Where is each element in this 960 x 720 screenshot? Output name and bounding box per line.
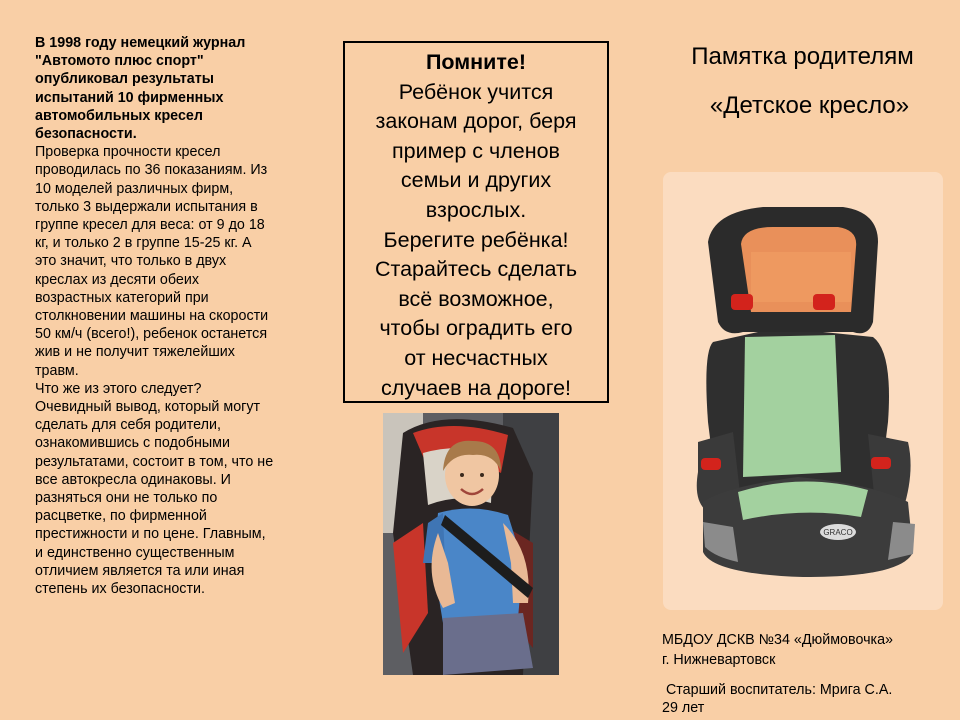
- remember-line: законам дорог, беря: [375, 109, 577, 134]
- page-subtitle: «Детское кресло»: [709, 92, 910, 119]
- page-title: Памятка родителям: [691, 43, 914, 70]
- remember-line: чтобы оградить его: [379, 316, 573, 341]
- remember-line: семьи и других: [400, 168, 552, 193]
- remember-line: от несчастных: [404, 345, 548, 370]
- article-text: [35, 34, 275, 598]
- organization-name: МБДОУ ДСКВ №34 «Дюймовочка»: [662, 632, 894, 648]
- article-paragraph-2: Что же из этого следует? Очевидный вывод, который могут сделать для себя родители, ознакомившись с подобными результатами, состоит в том, что не все автокресла одинаковы. И разняться они не только по расцветке, по фирменной престижности и по цене. Главным, и единственно существенным отличием является та или иная степень их безопасности.: [35, 380, 274, 598]
- remember-line: Берегите ребёнка!: [383, 227, 569, 252]
- remember-line: всё возможное,: [398, 286, 554, 311]
- child-photo-illustration: [383, 413, 559, 675]
- remember-line: пример с членов: [392, 138, 560, 163]
- seat-brand-label: GRACO: [823, 528, 853, 537]
- car-seat-photo: [663, 172, 943, 610]
- experience-line: 29 лет: [662, 700, 705, 716]
- remember-line: Старайтесь сделать: [374, 257, 578, 282]
- child-in-car-seat-photo: [383, 413, 559, 675]
- remember-line: Ребёнок учится: [398, 79, 554, 104]
- author-line: Старший воспитатель: Мрига С.А.: [662, 682, 893, 698]
- car-seat-illustration: [663, 172, 943, 610]
- remember-box: [343, 41, 609, 403]
- remember-title: Помните!: [425, 50, 527, 74]
- article-paragraph-1: Проверка прочности кресел проводилась по 36 показаниям. Из 10 моделей различных фирм, только 3 выдержали испытания в группе кресел для веса: от 9 до 18 кг, и только 2 в группе 15-25 кг. А это значит, что только в двух креслах из десяти обеих возрастных категорий при столкновении машины на скорости 50 км/ч (всего!), ребенок останется жив и не получит тяжелейших травм.: [35, 144, 269, 379]
- remember-line: случаев на дороге!: [380, 375, 572, 400]
- article-intro: В 1998 году немецкий журнал "Автомото плюс спорт" опубликовал результаты испытаний 10 фирменных автомобильных кресел безопасности.: [35, 35, 246, 143]
- remember-line: взрослых.: [425, 197, 527, 222]
- city-name: г. Нижневартовск: [662, 652, 776, 668]
